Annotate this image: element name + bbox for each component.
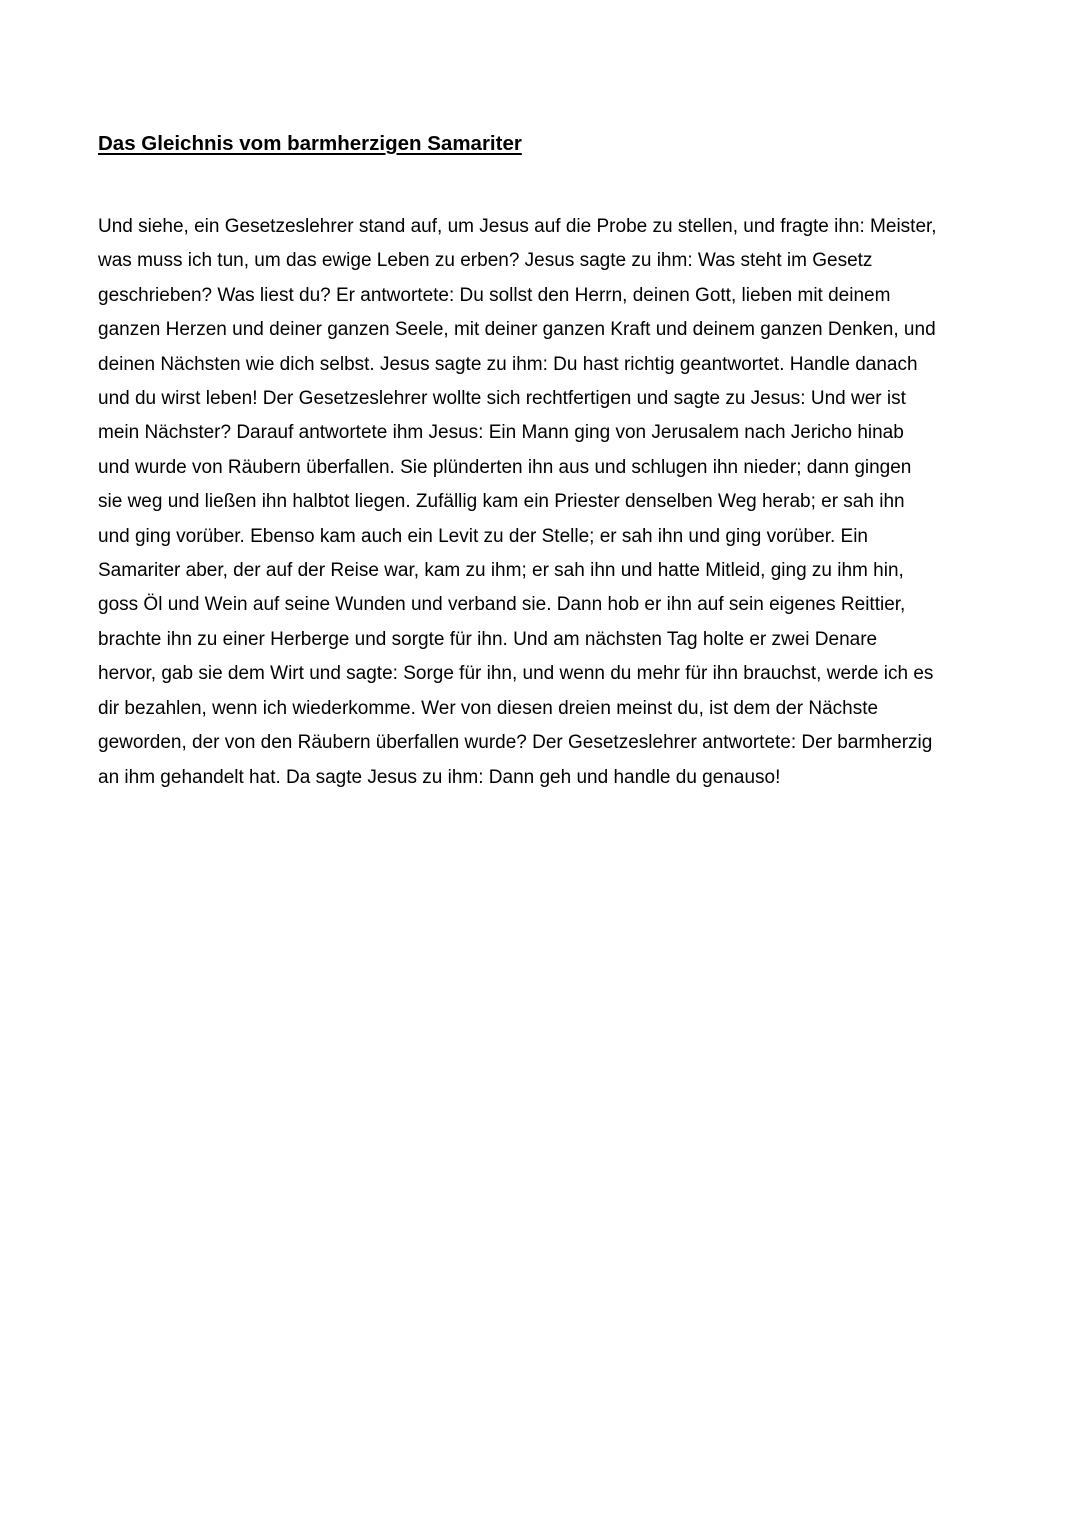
body-line: geschrieben? Was liest du? Er antwortete: Du sollst den Herrn, deinen Gott, lieben mit deinem (98, 284, 891, 306)
body-line: mein Nächster? Darauf antwortete ihm Jesus: Ein Mann ging von Jerusalem nach Jericho hinab (98, 422, 904, 444)
document-body (98, 210, 998, 795)
body-line: goss Öl und Wein auf seine Wunden und verband sie. Dann hob er ihn auf sein eigenes Reittier, (98, 594, 906, 616)
body-line: Und siehe, ein Gesetzeslehrer stand auf, um Jesus auf die Probe zu stellen, und fragte ihn: Meister, (98, 216, 937, 237)
body-line: brachte ihn zu einer Herberge und sorgte für ihn. Und am nächsten Tag holte er zwei Denare (98, 628, 878, 650)
body-line: ganzen Herzen und deiner ganzen Seele, mit deiner ganzen Kraft und deinem ganzen Denken, und (98, 319, 936, 341)
body-line: dir bezahlen, wenn ich wiederkomme. Wer von diesen dreien meinst du, ist dem der Nächste (98, 697, 879, 719)
body-line: und ging vorüber. Ebenso kam auch ein Levit zu der Stelle; er sah ihn und ging vorüber. Ein (98, 525, 868, 547)
body-line: und wurde von Räubern überfallen. Sie plünderten ihn aus und schlugen ihn nieder; dann gingen (98, 456, 912, 478)
body-line: was muss ich tun, um das ewige Leben zu erben? Jesus sagte zu ihm: Was steht im Gesetz (98, 250, 873, 272)
body-line: sie weg und ließen ihn halbtot liegen. Zufällig kam ein Priester denselben Weg herab; er sah ihn (98, 491, 905, 513)
body-line: geworden, der von den Räubern überfallen wurde? Der Gesetzeslehrer antwortete: Der barmherzig (98, 732, 933, 754)
body-line: an ihm gehandelt hat. Da sagte Jesus zu ihm: Dann geh und handle du genauso! (98, 766, 781, 788)
body-line: hervor, gab sie dem Wirt und sagte: Sorge für ihn, und wenn du mehr für ihn brauchst, werde ich es (98, 663, 934, 685)
body-line: Samariter aber, der auf der Reise war, kam zu ihm; er sah ihn und hatte Mitleid, ging zu ihm hin, (98, 560, 904, 582)
body-line: deinen Nächsten wie dich selbst. Jesus sagte zu ihm: Du hast richtig geantwortet. Handle danach (98, 353, 918, 375)
document-title: Das Gleichnis vom barmherzigen Samariter (98, 132, 522, 155)
body-line: und du wirst leben! Der Gesetzeslehrer wollte sich rechtfertigen und sagte zu Jesus: Und wer ist (98, 388, 906, 410)
